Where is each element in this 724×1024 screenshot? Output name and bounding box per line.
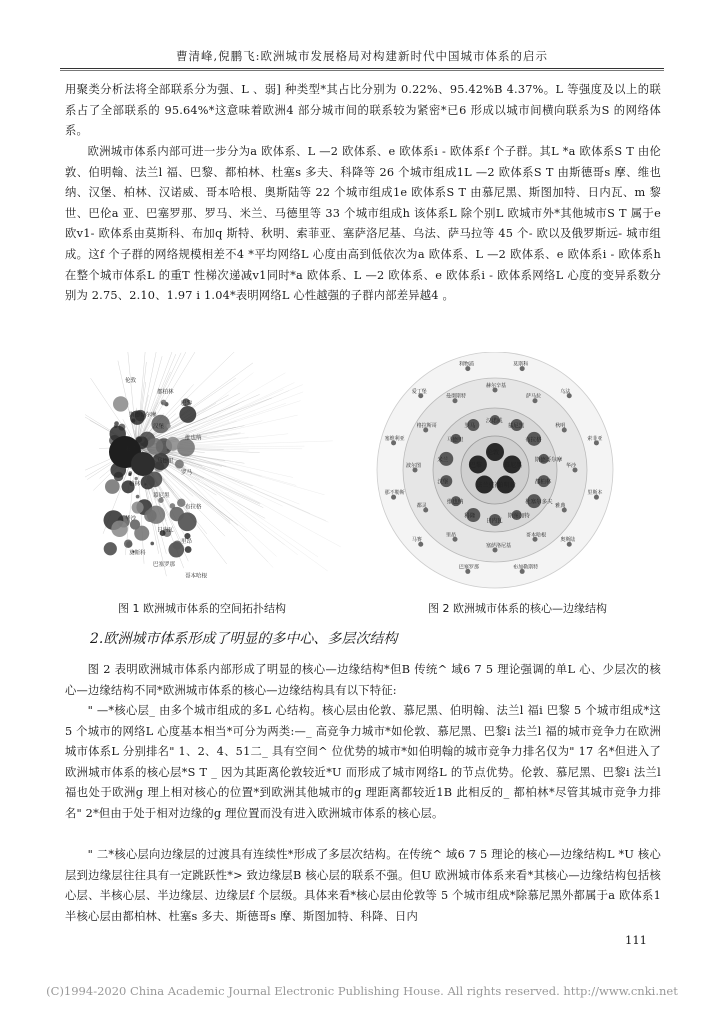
city-node-major xyxy=(131,452,155,476)
city-node xyxy=(113,396,128,411)
semi-core-city-label: 斯图加特 xyxy=(507,513,530,520)
paragraph-4: " —*核心层_ 由多个城市组成的多L 心结构。核心层由伦敦、慕尼黑、伯明翰、法兰l 福i 巴黎 5 个城市组成*这 5 个城市的网络L 心度基本相当*可分为两类:—_ 高竞争力城市*如伦敦、慕尼黑、巴黎i 法兰l 福的城市竞争力在欧洲城市体系L 分别排名" 1、2、4、51二_ 具有空间^ 位优势的城市*如伯明翰的城市竞争力排名仅为" 17 名*但进入了欧洲城市体系的核心层*S T _ 因为其距离伦敦较近*U 而形成了城市网络L 的节点优势。伦敦、慕尼黑、巴黎i 法兰l 福也处于欧洲g 理上相对核心的位置*到欧洲其他城市的g 理距离都较近1B 此相反的_ 都柏林*尽管其城市竞争力排名" 2*但由于处于相对边缘的g 理位置而没有进入欧洲城市体系的核心层。 xyxy=(65,704,661,820)
link-line xyxy=(127,352,137,447)
city-node xyxy=(134,526,149,541)
paragraph-2: 欧洲城市体系内部可进一步分为a 欧体系、L —2 欧体系、e 欧体系i - 欧体系f 个子群。其L *a 欧体系S T 由伦敦、伯明翰、法兰l 福、巴黎、都柏林、杜塞s 多夫、科降等 26 个城市组成1L —2 欧体系S T 由斯德哥s 摩、维也纳、汉堡、柏林、汉诺威、哥本哈根、奥斯陆等 22 个城市组成1e 欧体系S T 由慕尼黑、斯图加特、日内瓦、m 黎世、巴伦a 亚、巴塞罗那、罗马、米兰、马德里等 33 个城市组成h 该体系L 除个别L 欧城市外*其他城市S T 属于e 欧v1- 欧体系由莫斯科、布加q 斯特、秋明、索菲亚、塞萨洛尼基、乌法、萨马拉等 45 个- 欧以及俄罗斯远- 城市组成。这f 个子群的网络规模相差不4 *平均网络L 心度由高到低依次为a 欧体系、L —2 欧体系、e 欧体系i - 欧体系h 在整个城市体系L 的重T 性梯次递减v1同时*a 欧体系、L —2 欧体系、e 欧体系i - 欧体系网络L 心度的变异系数分别为 2.75、2.10、1.97 i 1.04*表明网络L 心性越强的子群内部差异越4 。 xyxy=(65,145,661,303)
paragraph-1: 用聚类分析法将全部联系分为强、L 、弱] 种类型*其占比分别为 0.22%、95.42%B 4.37%。L 等强度及以上的联系占了全部联系的 95.64%*这意味着欧洲4 部分城市间的联系较为紧密*已6 形成以城市间横向联系为S 的网络体系。 xyxy=(65,83,661,138)
city-label: 马德里 xyxy=(157,458,174,465)
link-line xyxy=(157,447,341,547)
figure-2-caption: 图 2 欧洲城市体系的核心—边缘结构 xyxy=(428,602,607,615)
city-node xyxy=(132,502,144,514)
link-line xyxy=(157,383,294,447)
city-node xyxy=(179,406,196,423)
semi-core-city-label: 杜塞尔多夫 xyxy=(525,499,553,506)
link-line xyxy=(137,352,241,447)
periphery-city-label: 哥本哈根 xyxy=(526,532,547,539)
periphery-city-label: 赫尔辛基 xyxy=(486,383,507,389)
semi-core-city-label: 汉堡 xyxy=(437,479,449,486)
periphery-city-label: 里斯本 xyxy=(587,490,603,497)
city-node xyxy=(150,542,154,546)
city-node xyxy=(185,546,192,553)
periphery-city-label: 塞维利亚 xyxy=(384,435,405,442)
section-heading: 2.欧洲城市体系形成了明显的多中心、多层次结构 xyxy=(90,631,398,647)
core-city-label: 伯明翰 xyxy=(497,482,516,490)
city-node xyxy=(166,437,180,451)
semi-core-city-label: 米兰 xyxy=(437,457,449,464)
city-label: 布拉格 xyxy=(185,504,202,511)
semi-core-city-label: 罗马 xyxy=(464,423,476,430)
city-label: 里昂 xyxy=(181,539,193,545)
semi-core-city-label: 慕尼黑 xyxy=(507,423,525,430)
periphery-city-label: 巴塞罗那 xyxy=(458,564,479,571)
figure-1-graphic xyxy=(85,352,345,597)
periphery-city-label: 都灵 xyxy=(416,503,427,509)
city-node xyxy=(161,400,167,406)
periphery-city-label: 布加勒斯特 xyxy=(513,564,539,571)
semi-core-city-label: 马德里 xyxy=(446,437,464,444)
city-node xyxy=(111,520,128,537)
core-city-label: 法兰克福 xyxy=(476,482,501,490)
city-label: 巴黎 xyxy=(181,401,193,407)
copyright-footer: (C)1994-2020 China Academic Journal Electronic Publishing House. All rights reserved. http://www.cnki.net xyxy=(46,984,678,998)
city-label: 华沙 xyxy=(125,516,137,522)
city-label: 都柏林 xyxy=(157,389,174,396)
city-label: 日内瓦 xyxy=(157,527,174,534)
periphery-city-label: 曼彻斯特 xyxy=(446,393,467,400)
link-line xyxy=(157,385,303,447)
city-label: 慕尼黑 xyxy=(153,493,170,499)
city-label: 伦敦 xyxy=(125,378,137,384)
city-label: 斯德哥尔摩 xyxy=(129,412,157,419)
city-label: 罗马 xyxy=(181,470,193,476)
periphery-city-label: 利物浦 xyxy=(458,361,474,368)
paragraph-3: 图 2 表明欧洲城市体系内部形成了明显的核心—边缘结构*但B 传统^ 域6 7 5 理论强调的单L 心、少层次的核心—边缘结构不同*欧洲城市体系的核心—边缘结构具有以下特征: xyxy=(65,663,661,697)
running-header: 曹清峰,倪鹏飞:欧洲城市发展格局对构建新时代中国城市体系的启示 xyxy=(175,49,549,63)
core-city-label: 伦敦 xyxy=(487,449,500,457)
link-line xyxy=(157,392,303,447)
header-rule xyxy=(60,68,664,69)
city-node xyxy=(147,438,164,455)
city-node xyxy=(147,506,165,524)
periphery-city-label: 奥斯陆 xyxy=(560,537,576,544)
semi-core-city-label: 斯德哥尔摩 xyxy=(534,457,563,464)
city-node xyxy=(105,479,120,494)
city-label: 莫斯科 xyxy=(129,550,146,557)
periphery-city-label: 索菲亚 xyxy=(587,435,603,442)
periphery-city-label: 波尔图 xyxy=(406,463,422,469)
city-label: 汉堡 xyxy=(153,424,165,430)
figure-2-core-periphery xyxy=(365,352,625,597)
city-label: 维也纳 xyxy=(185,435,202,442)
city-node xyxy=(128,473,131,476)
city-label: 柏林 xyxy=(129,481,141,488)
paragraph-5: " 二*核心层向边缘层的过渡具有连续性*形成了多层次结构。在传统^ 域6 7 5 理论的核心—边缘结构L *U 核心层到边缘层往往具有一定跳跃性*> 致边缘层B 核心层的联系不强。但U 欧洲城市体系来看*其核心—边缘结构包括核心层、半核心层、半边缘层、边缘层f 个层级。具体来看*核心层由伦敦等 5 个城市组成*除慕尼黑外都属于a 欧体系1半核心层由都柏林、杜塞s 多夫、斯德哥s 摩、斯图加特、科降、日内 xyxy=(65,848,661,923)
city-node xyxy=(135,477,138,480)
periphery-city-label: 秋明 xyxy=(555,423,566,429)
periphery-city-label: 莫斯科 xyxy=(513,361,529,368)
periphery-city-label: 那不勒斯 xyxy=(384,490,405,497)
semi-core-city-label: 科隆 xyxy=(464,513,476,520)
figure-1-topology xyxy=(85,352,345,597)
city-node xyxy=(131,418,135,422)
periphery-city-label: 马赛 xyxy=(411,537,422,544)
figure-1-caption: 图 1 欧洲城市体系的空间拓扑结构 xyxy=(118,602,286,615)
core-city-label: 巴黎 xyxy=(469,461,482,469)
city-label: 米兰 xyxy=(125,447,137,453)
city-node xyxy=(104,542,117,555)
city-node xyxy=(166,424,170,428)
core-city-label: 慕尼黑 xyxy=(504,461,523,469)
semi-core-city-label: 布拉格 xyxy=(525,437,542,444)
periphery-city-label: 华沙 xyxy=(566,463,577,469)
semi-core-city-label: 汉诺威 xyxy=(486,418,503,425)
periphery-city-label: 雅典 xyxy=(555,503,566,509)
city-label: 巴塞罗那 xyxy=(153,562,176,568)
semi-core-city-label: 日内瓦 xyxy=(486,518,503,525)
periphery-city-label: 爱丁堡 xyxy=(411,388,427,395)
city-label: 哥本哈根 xyxy=(185,573,208,580)
city-node xyxy=(124,540,132,548)
periphery-city-label: 塞萨洛尼基 xyxy=(486,543,512,549)
header-rule-thin xyxy=(60,70,664,71)
periphery-city-label: 乌法 xyxy=(560,388,571,395)
periphery-city-label: 格拉斯哥 xyxy=(416,423,437,429)
periphery-city-label: 萨马拉 xyxy=(526,393,542,400)
page-number: 111 xyxy=(625,933,647,947)
semi-core-city-label: 都柏林 xyxy=(534,479,552,486)
city-node xyxy=(136,495,140,499)
figure-2-graphic xyxy=(365,352,625,597)
semi-core-city-label: 维也纳 xyxy=(446,499,464,506)
periphery-city-label: 里昂 xyxy=(446,532,457,539)
city-node xyxy=(170,507,184,521)
city-node xyxy=(175,460,184,469)
